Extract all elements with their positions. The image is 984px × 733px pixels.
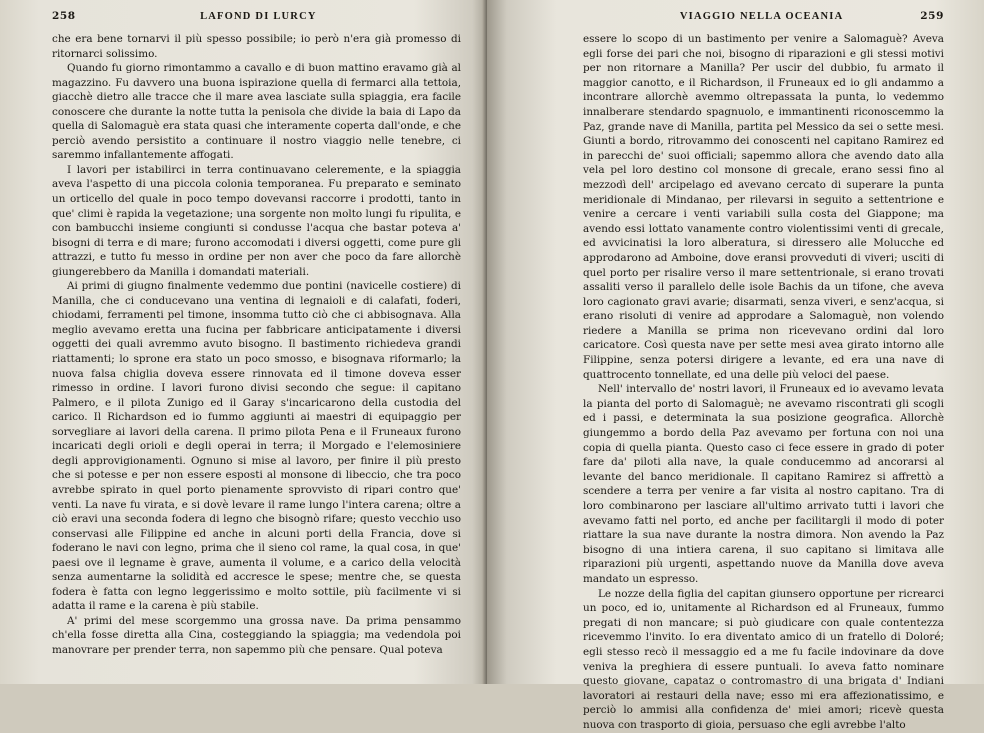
left-page-header [52,10,461,26]
right-page-text [583,32,944,733]
right-paragraph-2: Nell' intervallo de' nostri lavori, il Fruneaux ed io avevamo levata la pianta del porto di Salomaguè; ne avevamo riscontrati gli scogli ed i passi, e determinata la sua posizione geografica. Allorchè giungemmo a bordo della Paz avevamo per fortuna con noi una copia di quella pianta. Questo caso ci fece essere in grado di poter fare da' piloti alla nave, la quale conducemmo ad ancorarsi al levante del banco meridionale. Il capitano Ramirez si affrettò a scendere a terra per venire a far visita al nostro capitano. Tra di loro combinarono per lasciare all'ultimo arrivato tutti i lavori che avevamo fatti nel porto, ed anche per facilitargli il modo di poter riattare la sua nave durante la nostra dimora. Non avendo la Paz bisogno di una intiera carena, il suo capitano si limitava alle riparazioni più urgenti, aspettando nuove da Manilla dove aveva mandato un espresso. [583,383,944,585]
left-paragraph-3: I lavori per istabilirci in terra continuavano celeremente, e la spiaggia aveva l'aspetto di una piccola colonia temporanea. Fu preparato e seminato un orticello del quale in poco tempo dovevansi raccorre i prodotti, tanto in que' climi è rapida la vegetazione; una sorgente non molto lungi fu ripulita, e con bambucchi insieme congiunti si condusse l'acqua che bastar poteva a' bisogni di terra e di mare; furono accomodati i diversi oggetti, come pure gli attrazzi, e tutto fu messo in ordine per non aver che poco da fare allorchè giungerebbero da Manilla i domandati materiali. [52,163,461,278]
left-paragraph-1: che era bene tornarvi il più spesso possibile; io però n'era già promesso di ritornarci solissimo. [52,33,461,60]
right-paragraph-1: essere lo scopo di un bastimento per venire a Salomaguè? Aveva egli forse dei pari che noi, bisogno di riparazioni e gli stessi motivi per non ritornare a Manilla? Per uscir del dubbio, fu armato il maggior canotto, e il Richardson, il Fruneaux ed io gli andammo a incontrare allorchè avemmo oltrepassata la punta, lo vedemmo innalberare stendardo spagnuolo, e immantinenti riconoscemmo la Paz, grande nave di Manilla, partita pel Messico da sei o sette mesi. Giunti a bordo, ritrovammo dei conoscenti nel capitano Ramirez ed in parecchi de' suoi officiali; sapemmo allora che avendo dato alla vela pel loro destino col monsone di grecale, erano sessi fino al mezzodì dell' arcipelago ed avevano cercato di superare la punta meridionale di Mindanao, per rilevarsi in seguito a settentrione e venire a cercare i venti variabili sulla costa del Giappone; ma avendo essi lottato vanamente contro violentissimi venti di grecale, ed avvicinatisi la loro alberatura, si diressero alle Molucche ed approdarono ad Amboine, dove eransi provveduti di viveri; usciti di quel porto per risalire verso il mare settentrionale, si erano trovati assaliti verso il parallelo delle isole Bachis da un tifone, che aveva loro cagionato gravi avarie; disarmati, senza viveri, e senz'acqua, si erano risoluti di venire ad approdare a Salomaguè, non volendo riedere a Manilla se prima non ricevevano ordini dal loro caricatore. Così questa nave per sette mesi avea girato intorno alle Filippine, senza potersi dirigere a levante, ed era una nave di quattrocento tonnellate, ed una delle più veloci del paese. [583,33,944,381]
left-paragraph-2: Quando fu giorno rimontammo a cavallo e di buon mattino eravamo già al magazzino. Fu davvero una buona ispirazione quella di fermarci alla tettoia, giacchè dietro alle tracce che il mare avea lasciate sulla spiaggia, era facile conoscere che durante la notte tutta la penisola che divide la baia di Lapo da quella di Salomaguè era stata quasi che interamente coperta dall'onde, e che perciò avendo persistito a continuare il nostro viaggio nelle tenebre, ci saremmo infallantemente affogati. [52,62,461,162]
right-page [487,0,984,731]
right-page-header [583,10,944,26]
left-paragraph-4: Ai primi di giugno finalmente vedemmo due pontini (navicelle costiere) di Manilla, che ci conducevano una ventina di legnaioli e di calafati, foderi, chiodami, ferramenti pel timone, insomma tutto ciò che ci abbisognava. Alla meglio avevamo eretta una fucina per fabbricare anticipatamente i diversi oggetti dei quali avremmo avuto bisogno. Il bastimento richiedeva grandi riattamenti; lo sprone era stato un poco smosso, e bisognava riformarlo; la nuova falsa chiglia doveva essere rinnovata ed il timone doveva esser rimesso in ordine. I lavori furono divisi secondo che segue: il capitano Palmero, e il pilota Zunigo ed il Garay s'incaricarono della custodia del carico. Il Richardson ed io fummo aggiunti ai maestri di equipaggio per sorvegliare ai lavori della carena. Il primo pilota Pena e il Fruneaux furono incaricati degli orioli e degli operai in terra; il Morgado e l'elemosiniere degli approvigionamenti. Ognuno si mise al lavoro, per finire il più presto che si potesse e per non essere esposti al monsone di libeccio, che tra poco avrebbe spirato in quel porto pienamente sprovvisto di ripari contro que' venti. La nave fu virata, e si dovè levare il rame lungo l'intera carena; oltre a ciò eravi una seconda fodera di legno che bisognò rifare; questo vecchio uso conservasi alle Filippine ed anche in alcuni porti della Francia, dove si foderano le navi con legno, prima che il sieno col rame, la qual cosa, in que' paesi ove il legname è grave, aumenta il volume, e a carico della velocità senza aumentarne la solidità ed accresce le spese; mentre che, se questa fodera è fatta con legno leggerissimo e molto sottile, più facilmente vi si adatta il rame e la carena è più stabile. [52,280,461,613]
right-running-title: VIAGGIO NELLA OCEANIA [679,11,844,22]
right-paragraph-3: Le nozze della figlia del capitan giunsero opportune per ricrearci un poco, ed io, unitamente al Richardson ed al Fruneaux, fummo pregati di non mancare; si può giudicare con quale contentezza ricevemmo l'invito. Io era diventato amico di un fratello di Doloré; egli stesso recò il messaggio ed a me fu facile indovinare da dove veniva la preghiera di essere puntuali. Io aveva fatto nominare questo giovane, capataz o contromastro di una brigata d' Indiani lavoratori ai restauri della nave; esso mi era affezionatissimo, e perciò lo ammisi alla confidenza de' miei amori; ricevè questa nuova con trasporto di gioia, persuaso che egli avrebbe l'alto [583,587,944,731]
right-page-number: 259 [920,10,944,22]
left-page [0,0,487,684]
left-page-number: 258 [52,10,76,22]
left-paragraph-5: A' primi del mese scorgemmo una grossa nave. Da prima pensammo ch'ella fosse diretta alla Cina, costeggiando la spiaggia; ma vedendola poi manovrare per prender terra, non sapemmo più che pensare. Qual poteva [52,614,461,656]
left-running-title: LAFOND DI LURCY [200,11,317,22]
left-page-text [52,32,461,658]
